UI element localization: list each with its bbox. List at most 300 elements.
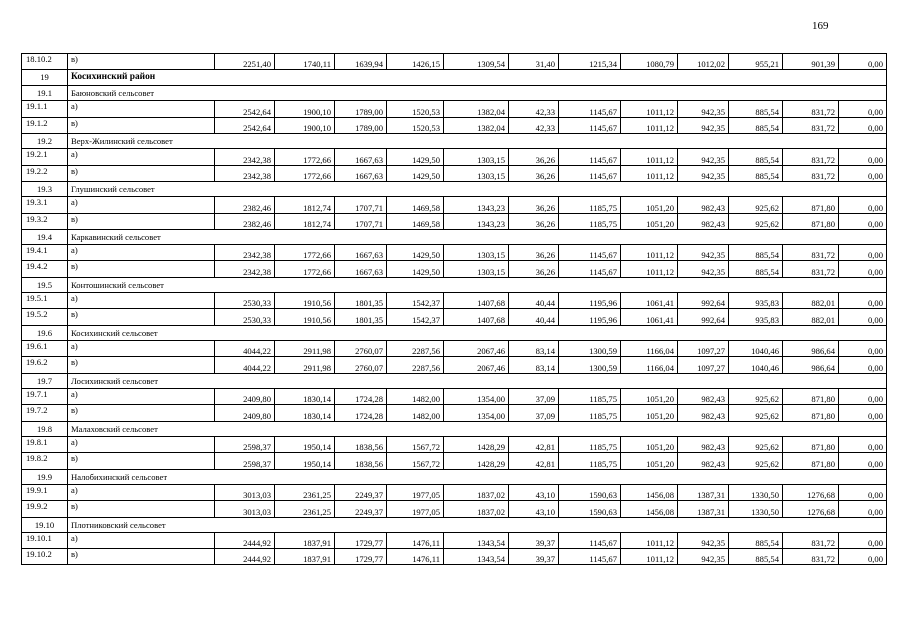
section-row bbox=[22, 373, 887, 389]
value-cell: 2249,37 bbox=[335, 501, 387, 517]
value-cell: 1729,77 bbox=[335, 533, 387, 549]
value-cell: 1303,15 bbox=[444, 165, 509, 181]
value-cell: 1330,50 bbox=[729, 485, 783, 501]
value-cell: 2409,80 bbox=[215, 389, 275, 405]
section-row bbox=[22, 277, 887, 293]
value-cell: 1801,35 bbox=[335, 309, 387, 325]
value-cell: 1476,11 bbox=[387, 549, 444, 565]
value-cell: 831,72 bbox=[783, 165, 839, 181]
value-cell: 0,00 bbox=[839, 149, 887, 165]
value-cell: 0,00 bbox=[839, 309, 887, 325]
value-cell: 1812,74 bbox=[275, 197, 335, 213]
page-number: 169 bbox=[812, 20, 829, 32]
value-cell: 4044,22 bbox=[215, 357, 275, 373]
value-cell: 2249,37 bbox=[335, 485, 387, 501]
section-name: Верх-Жилинский сельсовет bbox=[68, 133, 887, 149]
table-row bbox=[22, 213, 887, 229]
value-cell: 83,14 bbox=[509, 341, 559, 357]
value-cell: 2361,25 bbox=[275, 501, 335, 517]
value-cell: 0,00 bbox=[839, 437, 887, 453]
value-cell: 1145,67 bbox=[559, 261, 621, 277]
value-cell: 982,43 bbox=[678, 437, 729, 453]
row-variant: в) bbox=[68, 501, 215, 517]
value-cell: 942,35 bbox=[678, 261, 729, 277]
table-row bbox=[22, 549, 887, 565]
value-cell: 1011,12 bbox=[621, 149, 678, 165]
value-cell: 0,00 bbox=[839, 485, 887, 501]
value-cell: 871,80 bbox=[783, 405, 839, 421]
district-row bbox=[22, 70, 887, 86]
value-cell: 1343,54 bbox=[444, 549, 509, 565]
value-cell: 1707,71 bbox=[335, 197, 387, 213]
value-cell: 1429,50 bbox=[387, 245, 444, 261]
value-cell: 986,64 bbox=[783, 357, 839, 373]
row-variant: в) bbox=[68, 357, 215, 373]
row-variant: в) bbox=[68, 213, 215, 229]
value-cell: 1097,27 bbox=[678, 341, 729, 357]
value-cell: 2444,92 bbox=[215, 533, 275, 549]
value-cell: 2530,33 bbox=[215, 293, 275, 309]
row-code: 19.6.2 bbox=[22, 357, 68, 373]
row-variant: в) bbox=[68, 549, 215, 565]
value-cell: 1838,56 bbox=[335, 453, 387, 469]
value-cell: 1830,14 bbox=[275, 405, 335, 421]
section-name: Контошинский сельсовет bbox=[68, 277, 887, 293]
table-row bbox=[22, 501, 887, 517]
value-cell: 0,00 bbox=[839, 453, 887, 469]
table-row bbox=[22, 389, 887, 405]
value-cell: 1300,59 bbox=[559, 357, 621, 373]
value-cell: 1667,63 bbox=[335, 149, 387, 165]
value-cell: 885,54 bbox=[729, 245, 783, 261]
value-cell: 2911,98 bbox=[275, 357, 335, 373]
value-cell: 2530,33 bbox=[215, 309, 275, 325]
value-cell: 36,26 bbox=[509, 213, 559, 229]
value-cell: 982,43 bbox=[678, 389, 729, 405]
value-cell: 1382,04 bbox=[444, 101, 509, 117]
value-cell: 1977,05 bbox=[387, 485, 444, 501]
value-cell: 36,26 bbox=[509, 165, 559, 181]
value-cell: 37,09 bbox=[509, 405, 559, 421]
value-cell: 1740,11 bbox=[275, 54, 335, 70]
value-cell: 36,26 bbox=[509, 197, 559, 213]
value-cell: 1801,35 bbox=[335, 293, 387, 309]
value-cell: 1309,54 bbox=[444, 54, 509, 70]
row-code: 18.10.2 bbox=[22, 54, 68, 70]
value-cell: 1456,08 bbox=[621, 501, 678, 517]
value-cell: 2342,38 bbox=[215, 245, 275, 261]
table-row bbox=[22, 485, 887, 501]
value-cell: 885,54 bbox=[729, 149, 783, 165]
value-cell: 871,80 bbox=[783, 389, 839, 405]
value-cell: 0,00 bbox=[839, 197, 887, 213]
value-cell: 942,35 bbox=[678, 533, 729, 549]
value-cell: 1950,14 bbox=[275, 437, 335, 453]
section-name: Баюновский сельсовет bbox=[68, 85, 887, 101]
value-cell: 3013,03 bbox=[215, 501, 275, 517]
value-cell: 885,54 bbox=[729, 165, 783, 181]
value-cell: 1011,12 bbox=[621, 533, 678, 549]
table-row bbox=[22, 309, 887, 325]
value-cell: 2409,80 bbox=[215, 405, 275, 421]
value-cell: 2067,46 bbox=[444, 341, 509, 357]
value-cell: 942,35 bbox=[678, 101, 729, 117]
value-cell: 1011,12 bbox=[621, 549, 678, 565]
value-cell: 1977,05 bbox=[387, 501, 444, 517]
value-cell: 925,62 bbox=[729, 197, 783, 213]
value-cell: 40,44 bbox=[509, 293, 559, 309]
value-cell: 1428,29 bbox=[444, 453, 509, 469]
section-name: Каркавинский сельсовет bbox=[68, 229, 887, 245]
value-cell: 871,80 bbox=[783, 453, 839, 469]
value-cell: 1145,67 bbox=[559, 549, 621, 565]
value-cell: 1429,50 bbox=[387, 261, 444, 277]
table-row bbox=[22, 165, 887, 181]
value-cell: 1166,04 bbox=[621, 341, 678, 357]
value-cell: 935,83 bbox=[729, 309, 783, 325]
value-cell: 0,00 bbox=[839, 357, 887, 373]
value-cell: 1950,14 bbox=[275, 453, 335, 469]
value-cell: 0,00 bbox=[839, 293, 887, 309]
value-cell: 1724,28 bbox=[335, 389, 387, 405]
value-cell: 0,00 bbox=[839, 501, 887, 517]
value-cell: 1061,41 bbox=[621, 293, 678, 309]
value-cell: 1772,66 bbox=[275, 165, 335, 181]
value-cell: 992,64 bbox=[678, 293, 729, 309]
value-cell: 1303,15 bbox=[444, 245, 509, 261]
value-cell: 2287,56 bbox=[387, 341, 444, 357]
value-cell: 1185,75 bbox=[559, 389, 621, 405]
row-variant: в) bbox=[68, 453, 215, 469]
table-row bbox=[22, 453, 887, 469]
value-cell: 1145,67 bbox=[559, 149, 621, 165]
row-variant: а) bbox=[68, 197, 215, 213]
value-cell: 2342,38 bbox=[215, 165, 275, 181]
value-cell: 935,83 bbox=[729, 293, 783, 309]
value-cell: 1145,67 bbox=[559, 165, 621, 181]
value-cell: 1011,12 bbox=[621, 261, 678, 277]
value-cell: 1303,15 bbox=[444, 261, 509, 277]
section-code: 19.9 bbox=[22, 469, 68, 485]
row-code: 19.3.1 bbox=[22, 197, 68, 213]
value-cell: 39,37 bbox=[509, 549, 559, 565]
district-name: Косихинский район bbox=[68, 70, 887, 86]
value-cell: 42,33 bbox=[509, 117, 559, 133]
value-cell: 1667,63 bbox=[335, 261, 387, 277]
row-code: 19.10.1 bbox=[22, 533, 68, 549]
section-row bbox=[22, 325, 887, 341]
value-cell: 0,00 bbox=[839, 117, 887, 133]
value-cell: 1830,14 bbox=[275, 389, 335, 405]
value-cell: 39,37 bbox=[509, 533, 559, 549]
value-cell: 925,62 bbox=[729, 453, 783, 469]
value-cell: 942,35 bbox=[678, 149, 729, 165]
table-row bbox=[22, 245, 887, 261]
value-cell: 2911,98 bbox=[275, 341, 335, 357]
row-code: 19.6.1 bbox=[22, 341, 68, 357]
value-cell: 1407,68 bbox=[444, 293, 509, 309]
value-cell: 1011,12 bbox=[621, 101, 678, 117]
value-cell: 1097,27 bbox=[678, 357, 729, 373]
value-cell: 1011,12 bbox=[621, 245, 678, 261]
value-cell: 982,43 bbox=[678, 197, 729, 213]
value-cell: 1051,20 bbox=[621, 437, 678, 453]
table-row bbox=[22, 357, 887, 373]
row-variant: в) bbox=[68, 165, 215, 181]
value-cell: 43,10 bbox=[509, 501, 559, 517]
value-cell: 1276,68 bbox=[783, 485, 839, 501]
value-cell: 1354,00 bbox=[444, 405, 509, 421]
section-row bbox=[22, 469, 887, 485]
table-row bbox=[22, 149, 887, 165]
value-cell: 36,26 bbox=[509, 261, 559, 277]
value-cell: 1837,02 bbox=[444, 501, 509, 517]
row-code: 19.8.2 bbox=[22, 453, 68, 469]
value-cell: 1428,29 bbox=[444, 437, 509, 453]
section-row bbox=[22, 421, 887, 437]
value-cell: 2251,40 bbox=[215, 54, 275, 70]
value-cell: 2067,46 bbox=[444, 357, 509, 373]
value-cell: 1482,00 bbox=[387, 405, 444, 421]
value-cell: 1051,20 bbox=[621, 197, 678, 213]
value-cell: 1051,20 bbox=[621, 453, 678, 469]
section-row bbox=[22, 517, 887, 533]
value-cell: 0,00 bbox=[839, 245, 887, 261]
table-row bbox=[22, 405, 887, 421]
value-cell: 0,00 bbox=[839, 549, 887, 565]
value-cell: 942,35 bbox=[678, 165, 729, 181]
row-code: 19.5.1 bbox=[22, 293, 68, 309]
section-name: Косихинский сельсовет bbox=[68, 325, 887, 341]
row-variant: а) bbox=[68, 533, 215, 549]
row-variant: а) bbox=[68, 437, 215, 453]
value-cell: 1185,75 bbox=[559, 453, 621, 469]
value-cell: 42,81 bbox=[509, 437, 559, 453]
row-code: 19.4.2 bbox=[22, 261, 68, 277]
value-cell: 0,00 bbox=[839, 341, 887, 357]
row-variant: а) bbox=[68, 149, 215, 165]
value-cell: 1080,79 bbox=[621, 54, 678, 70]
value-cell: 1040,46 bbox=[729, 341, 783, 357]
value-cell: 1343,54 bbox=[444, 533, 509, 549]
section-name: Глушинский сельсовет bbox=[68, 181, 887, 197]
value-cell: 1145,67 bbox=[559, 245, 621, 261]
value-cell: 1300,59 bbox=[559, 341, 621, 357]
value-cell: 885,54 bbox=[729, 549, 783, 565]
value-cell: 1195,96 bbox=[559, 309, 621, 325]
value-cell: 986,64 bbox=[783, 341, 839, 357]
value-cell: 1542,37 bbox=[387, 293, 444, 309]
value-cell: 2542,64 bbox=[215, 117, 275, 133]
value-cell: 925,62 bbox=[729, 213, 783, 229]
value-cell: 1456,08 bbox=[621, 485, 678, 501]
row-variant: а) bbox=[68, 245, 215, 261]
row-code: 19.1.2 bbox=[22, 117, 68, 133]
value-cell: 1837,91 bbox=[275, 549, 335, 565]
value-cell: 885,54 bbox=[729, 101, 783, 117]
value-cell: 831,72 bbox=[783, 117, 839, 133]
value-cell: 43,10 bbox=[509, 485, 559, 501]
value-cell: 831,72 bbox=[783, 549, 839, 565]
table-row bbox=[22, 101, 887, 117]
value-cell: 2598,37 bbox=[215, 453, 275, 469]
value-cell: 1429,50 bbox=[387, 165, 444, 181]
row-code: 19.3.2 bbox=[22, 213, 68, 229]
value-cell: 1185,75 bbox=[559, 405, 621, 421]
value-cell: 1667,63 bbox=[335, 245, 387, 261]
value-cell: 1590,63 bbox=[559, 501, 621, 517]
value-cell: 1195,96 bbox=[559, 293, 621, 309]
row-code: 19.5.2 bbox=[22, 309, 68, 325]
value-cell: 885,54 bbox=[729, 117, 783, 133]
value-cell: 42,33 bbox=[509, 101, 559, 117]
value-cell: 1520,53 bbox=[387, 117, 444, 133]
value-cell: 1185,75 bbox=[559, 197, 621, 213]
value-cell: 1429,50 bbox=[387, 149, 444, 165]
value-cell: 1567,72 bbox=[387, 437, 444, 453]
row-code: 19.2.1 bbox=[22, 149, 68, 165]
row-code: 19.10.2 bbox=[22, 549, 68, 565]
row-variant: в) bbox=[68, 405, 215, 421]
row-variant: в) bbox=[68, 117, 215, 133]
value-cell: 1303,15 bbox=[444, 149, 509, 165]
value-cell: 1482,00 bbox=[387, 389, 444, 405]
value-cell: 2287,56 bbox=[387, 357, 444, 373]
section-code: 19.10 bbox=[22, 517, 68, 533]
section-code: 19.1 bbox=[22, 85, 68, 101]
value-cell: 2382,46 bbox=[215, 213, 275, 229]
value-cell: 1145,67 bbox=[559, 101, 621, 117]
value-cell: 1724,28 bbox=[335, 405, 387, 421]
value-cell: 1051,20 bbox=[621, 389, 678, 405]
value-cell: 2598,37 bbox=[215, 437, 275, 453]
value-cell: 2444,92 bbox=[215, 549, 275, 565]
value-cell: 2760,07 bbox=[335, 341, 387, 357]
value-cell: 831,72 bbox=[783, 261, 839, 277]
section-name: Лосихинский сельсовет bbox=[68, 373, 887, 389]
section-code: 19.5 bbox=[22, 277, 68, 293]
value-cell: 885,54 bbox=[729, 261, 783, 277]
value-cell: 1185,75 bbox=[559, 437, 621, 453]
value-cell: 982,43 bbox=[678, 213, 729, 229]
value-cell: 1838,56 bbox=[335, 437, 387, 453]
value-cell: 1166,04 bbox=[621, 357, 678, 373]
value-cell: 1772,66 bbox=[275, 261, 335, 277]
value-cell: 1407,68 bbox=[444, 309, 509, 325]
value-cell: 2382,46 bbox=[215, 197, 275, 213]
section-code: 19.7 bbox=[22, 373, 68, 389]
value-cell: 2361,25 bbox=[275, 485, 335, 501]
value-cell: 871,80 bbox=[783, 197, 839, 213]
table-row bbox=[22, 197, 887, 213]
value-cell: 1910,56 bbox=[275, 309, 335, 325]
value-cell: 0,00 bbox=[839, 101, 887, 117]
value-cell: 1812,74 bbox=[275, 213, 335, 229]
value-cell: 992,64 bbox=[678, 309, 729, 325]
value-cell: 1469,58 bbox=[387, 213, 444, 229]
value-cell: 1354,00 bbox=[444, 389, 509, 405]
table-row bbox=[22, 293, 887, 309]
value-cell: 1276,68 bbox=[783, 501, 839, 517]
value-cell: 36,26 bbox=[509, 149, 559, 165]
value-cell: 1040,46 bbox=[729, 357, 783, 373]
value-cell: 1729,77 bbox=[335, 549, 387, 565]
value-cell: 901,39 bbox=[783, 54, 839, 70]
value-cell: 1382,04 bbox=[444, 117, 509, 133]
value-cell: 1900,10 bbox=[275, 101, 335, 117]
section-name: Плотниковский сельсовет bbox=[68, 517, 887, 533]
value-cell: 1215,34 bbox=[559, 54, 621, 70]
section-name: Малаховский сельсовет bbox=[68, 421, 887, 437]
value-cell: 1667,63 bbox=[335, 165, 387, 181]
value-cell: 882,01 bbox=[783, 309, 839, 325]
section-row bbox=[22, 229, 887, 245]
district-code: 19 bbox=[22, 70, 68, 86]
table-row bbox=[22, 341, 887, 357]
value-cell: 925,62 bbox=[729, 405, 783, 421]
value-cell: 1567,72 bbox=[387, 453, 444, 469]
value-cell: 831,72 bbox=[783, 533, 839, 549]
value-cell: 831,72 bbox=[783, 245, 839, 261]
table-row bbox=[22, 437, 887, 453]
value-cell: 871,80 bbox=[783, 437, 839, 453]
row-variant: в) bbox=[68, 309, 215, 325]
row-variant: а) bbox=[68, 101, 215, 117]
value-cell: 1061,41 bbox=[621, 309, 678, 325]
value-cell: 831,72 bbox=[783, 101, 839, 117]
value-cell: 1789,00 bbox=[335, 117, 387, 133]
section-code: 19.2 bbox=[22, 133, 68, 149]
section-row bbox=[22, 133, 887, 149]
value-cell: 0,00 bbox=[839, 389, 887, 405]
value-cell: 831,72 bbox=[783, 149, 839, 165]
value-cell: 942,35 bbox=[678, 549, 729, 565]
row-code: 19.9.1 bbox=[22, 485, 68, 501]
value-cell: 36,26 bbox=[509, 245, 559, 261]
section-name: Налобихинский сельсовет bbox=[68, 469, 887, 485]
value-cell: 0,00 bbox=[839, 533, 887, 549]
table-row bbox=[22, 54, 887, 70]
value-cell: 2760,07 bbox=[335, 357, 387, 373]
value-cell: 1910,56 bbox=[275, 293, 335, 309]
value-cell: 40,44 bbox=[509, 309, 559, 325]
value-cell: 1426,15 bbox=[387, 54, 444, 70]
value-cell: 0,00 bbox=[839, 261, 887, 277]
value-cell: 925,62 bbox=[729, 437, 783, 453]
value-cell: 1051,20 bbox=[621, 405, 678, 421]
value-cell: 1837,02 bbox=[444, 485, 509, 501]
value-cell: 1900,10 bbox=[275, 117, 335, 133]
value-cell: 1542,37 bbox=[387, 309, 444, 325]
value-cell: 955,21 bbox=[729, 54, 783, 70]
value-cell: 1145,67 bbox=[559, 117, 621, 133]
value-cell: 1343,23 bbox=[444, 197, 509, 213]
row-variant: а) bbox=[68, 341, 215, 357]
table-row bbox=[22, 117, 887, 133]
value-cell: 4044,22 bbox=[215, 341, 275, 357]
value-cell: 1387,31 bbox=[678, 501, 729, 517]
value-cell: 1185,75 bbox=[559, 213, 621, 229]
value-cell: 42,81 bbox=[509, 453, 559, 469]
value-cell: 2342,38 bbox=[215, 149, 275, 165]
row-code: 19.7.2 bbox=[22, 405, 68, 421]
value-cell: 1772,66 bbox=[275, 245, 335, 261]
value-cell: 1330,50 bbox=[729, 501, 783, 517]
table-row bbox=[22, 533, 887, 549]
value-cell: 0,00 bbox=[839, 165, 887, 181]
value-cell: 31,40 bbox=[509, 54, 559, 70]
value-cell: 1145,67 bbox=[559, 533, 621, 549]
